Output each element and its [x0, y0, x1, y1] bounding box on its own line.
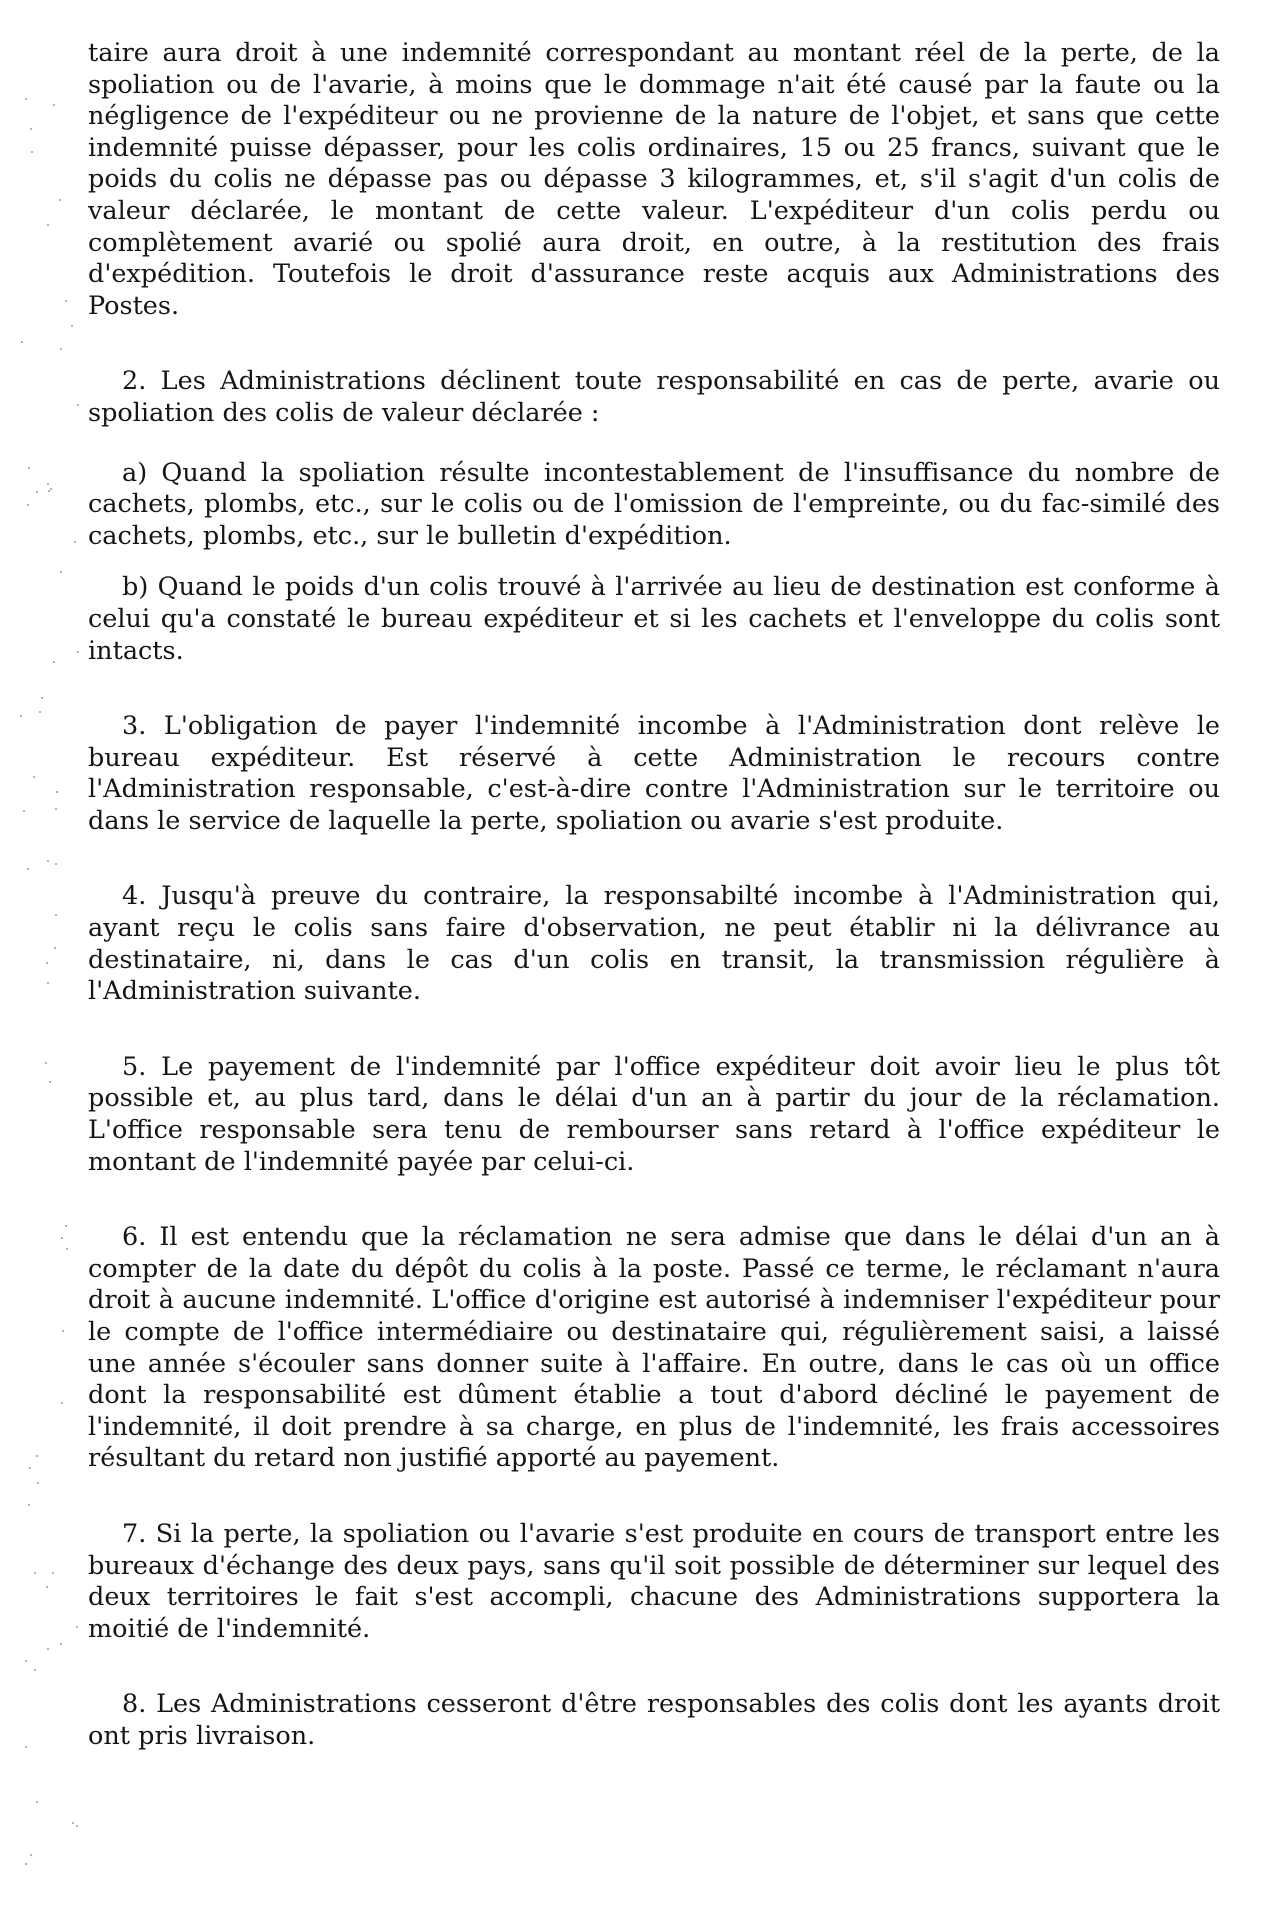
scan-speck	[74, 541, 76, 543]
scan-speck	[34, 1572, 36, 1574]
scan-speck	[60, 348, 62, 350]
scan-speck	[46, 962, 48, 964]
scan-speck	[76, 1825, 78, 1827]
scan-speck	[72, 1822, 74, 1824]
scan-speck	[47, 860, 49, 862]
paragraph-intro: taire aura droit à une indemnité correspondant au montant réel de la perte, de la spoliation ou de l'avarie, à moins que le dommage n'ait été causé par la faute ou la négligence de l'expéditeur ou ne provienne de la nature de l'objet, et sans que cette indemnité puisse dépasser, pour les colis ordinaires, 15 ou 25 francs, suivant que le poids du colis ne dépasse pas ou dépasse 3 kilogrammes, et, s'il s'agit d'un colis de valeur déclarée, le montant de cette valeur. L'expéditeur d'un colis perdu ou complètement avarié ou spolié aura droit, en outre, à la restitution des frais d'expédition. Toutefois le droit d'assurance reste acquis aux Administrations des Postes.	[88, 38, 1220, 321]
scan-speck	[65, 1225, 67, 1227]
scan-speck	[55, 914, 57, 916]
paragraph-5: 5. Le payement de l'indemnité par l'office expéditeur doit avoir lieu le plus tôt possible et, au plus tard, dans le délai d'un an à partir du jour de la réclamation. L'office responsable sera tenu de rembourser sans retard à l'office expéditeur le montant de l'indemnité payée par celui-ci.	[88, 1051, 1220, 1177]
scan-speck	[61, 1237, 63, 1239]
scan-speck	[62, 1330, 64, 1332]
scan-speck	[23, 810, 25, 812]
scan-speck	[20, 715, 22, 717]
scan-speck	[65, 300, 67, 302]
scan-speck	[46, 1586, 48, 1588]
scan-speck	[36, 491, 38, 493]
scan-speck	[60, 1643, 62, 1645]
document-text	[88, 38, 1220, 1753]
scan-speck	[45, 1062, 47, 1064]
scan-speck	[56, 791, 58, 793]
scan-speck	[49, 1081, 51, 1083]
scan-speck	[76, 1626, 78, 1628]
scan-speck	[36, 1801, 38, 1803]
scan-speck	[52, 1572, 54, 1574]
scan-speck	[53, 661, 55, 663]
scan-speck	[28, 1504, 30, 1506]
scan-speck	[25, 1660, 27, 1662]
scan-speck	[25, 98, 27, 100]
paragraph-3: 3. L'obligation de payer l'indemnité incombe à l'Administration dont relève le bureau expéditeur. Est réservé à cette Administration le recours contre l'Administration responsable, c'est-à-dire contre l'Administration sur le territoire ou dans le service de laquelle la perte, spoliation ou avarie s'est produite.	[88, 711, 1220, 836]
scan-speck	[30, 128, 32, 130]
scan-speck	[47, 224, 49, 226]
scan-speck	[55, 808, 57, 810]
scan-speck	[34, 1669, 36, 1671]
scan-speck	[37, 1482, 39, 1484]
scan-speck	[47, 982, 49, 984]
scan-speck	[31, 151, 33, 153]
paragraph-2b: b) Quand le poids d'un colis trouvé à l'arrivée au lieu de destination est conforme à celui qu'a constaté le bureau expéditeur et si les cachets et l'enveloppe du colis sont intacts.	[88, 572, 1220, 666]
scan-speck	[50, 488, 52, 490]
scan-speck	[66, 1248, 68, 1250]
paragraph-7: 7. Si la perte, la spoliation ou l'avarie s'est produite en cours de transport entre les bureaux d'échange des deux pays, sans qu'il soit possible de déterminer sur lequel des deux territoires le fait s'est accompli, chacune des Administrations supportera la moitié de l'indemnité.	[88, 1518, 1220, 1644]
scan-speck	[60, 571, 62, 573]
scan-speck	[47, 1648, 49, 1650]
scan-speck	[55, 863, 57, 865]
scan-speck	[39, 711, 41, 713]
paragraph-2: 2. Les Administrations déclinent toute responsabilité en cas de perte, avarie ou spoliation des colis de valeur déclarée :	[88, 366, 1220, 428]
scan-speck	[28, 467, 30, 469]
scan-speck	[27, 504, 29, 506]
scan-speck	[41, 697, 43, 699]
scan-speck	[77, 404, 79, 406]
scan-speck	[25, 1746, 27, 1748]
scan-speck	[36, 1455, 38, 1457]
scan-speck	[30, 1854, 32, 1856]
scan-speck	[77, 651, 79, 653]
paragraph-8: 8. Les Administrations cesseront d'être responsables des colis dont les ayants droit ont pris livraison.	[88, 1689, 1220, 1751]
scan-speck	[59, 199, 61, 201]
paragraph-2a: a) Quand la spoliation résulte incontestablement de l'insuffisance du nombre de cachets, plombs, etc., sur le colis ou de l'omission de l'empreinte, ou du fac-similé des cachets, plombs, etc., sur le bulletin d'expédition.	[88, 457, 1220, 551]
scan-speck	[25, 1863, 27, 1865]
scan-speck	[53, 104, 55, 106]
scan-speck	[48, 490, 50, 492]
scan-speck	[71, 325, 73, 327]
paragraph-6: 6. Il est entendu que la réclamation ne sera admise que dans le délai d'un an à compter de la date du dépôt du colis à la poste. Passé ce terme, le réclamant n'aura droit à aucune indemnité. L'office d'origine est autorisé à indemniser l'expéditeur pour le compte de l'office intermédiaire ou destinataire qui, régulièrement saisi, a laissé une année s'écouler sans donner suite à l'affaire. En outre, dans le cas où un office dont la responsabilité est dûment établie a tout d'abord décliné le payement de l'indemnité, il doit prendre à sa charge, en plus de l'indemnité, les frais accessoires résultant du retard non justifié apporté au payement.	[88, 1222, 1220, 1474]
scan-speck	[21, 341, 23, 343]
scan-speck	[47, 483, 49, 485]
scan-speck	[54, 947, 56, 949]
paragraph-4: 4. Jusqu'à preuve du contraire, la responsabilté incombe à l'Administration qui, ayant reçu le colis sans faire d'observation, ne peut établir ni la délivrance au destinataire, ni, dans le cas d'un colis en transit, la transmission régulière à l'Administration suivante.	[88, 881, 1220, 1007]
scan-speck	[61, 1402, 63, 1404]
scan-speck	[27, 868, 29, 870]
scan-speck	[33, 776, 35, 778]
scan-speck	[29, 1467, 31, 1469]
